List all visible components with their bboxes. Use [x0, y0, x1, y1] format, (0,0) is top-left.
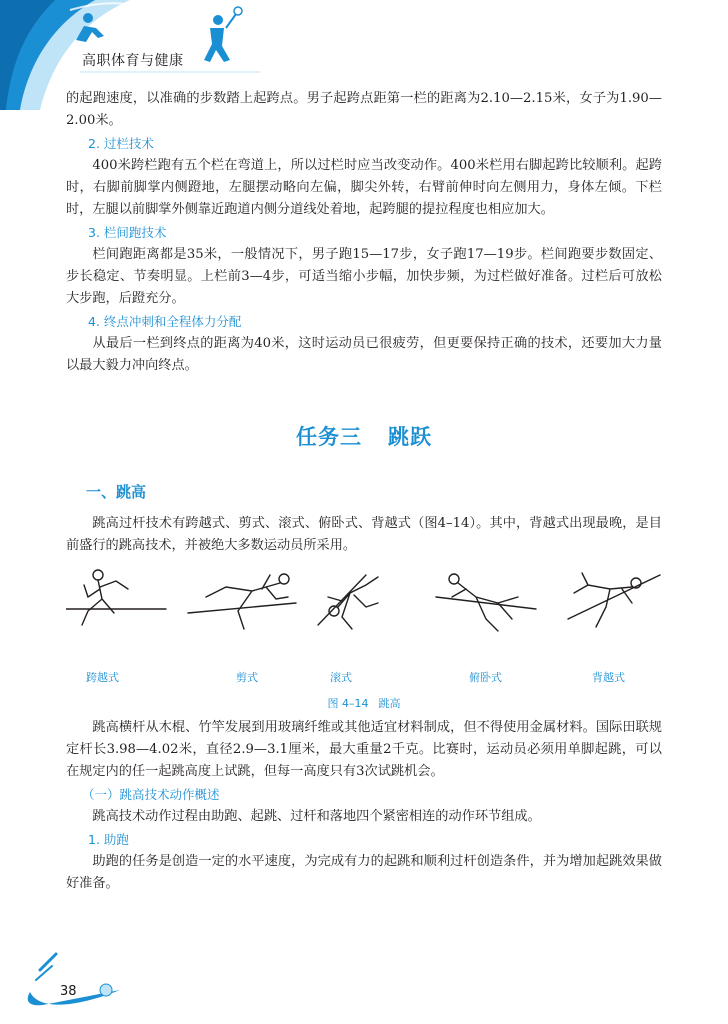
task-name: 跳跃	[388, 425, 432, 449]
figure-caption-text: 跳高	[378, 697, 401, 710]
page-footer	[0, 950, 160, 1024]
figure-label-scissors: 剪式	[236, 671, 258, 684]
subheading-approach-run: 1. 助跑	[88, 832, 129, 847]
figure-caption	[66, 695, 662, 711]
figure-label-straddle-over: 跨越式	[86, 671, 119, 684]
figure-label-roll: 滚式	[330, 671, 352, 684]
paragraph: 跳高过杆技术有跨越式、剪式、滚式、俯卧式、背越式（图4–14）。其中，背越式出现最晚，是目前盛行的跳高技术，并被绝大多数运动员所采用。	[66, 516, 662, 553]
paragraph: 栏间跑距离都是35米，一般情况下，男子跑15—17步，女子跑17—19步。栏间跑要步数固定、步长稳定、节奏明显。上栏前3—4步，可适当缩小步幅，加快步频，为过栏做好准备。过栏后可放松大步跑，后蹬充分。	[66, 247, 662, 306]
paragraph: 跳高技术动作过程由助跑、起跳、过杆和落地四个紧密相连的动作环节组成。	[92, 809, 541, 824]
subheading-finish-sprint: 4. 终点冲刺和全程体力分配	[88, 314, 242, 329]
section-title: 一、跳高	[86, 483, 147, 501]
task-label: 任务三	[296, 425, 362, 449]
figure-label-fosbury: 背越式	[592, 671, 625, 684]
subheading-hurdle-technique: 2. 过栏技术	[88, 136, 154, 151]
paragraph: 助跑的任务是创造一定的水平速度，为完成有力的起跳和顺利过杆创造条件，并为增加起跳效果做好准备。	[66, 854, 662, 891]
subsection-title: （一）跳高技术动作概述	[82, 787, 220, 802]
high-jump-illustrations	[66, 567, 662, 667]
subheading-between-hurdles: 3. 栏间跑技术	[88, 225, 167, 240]
paragraph: 400米跨栏跑有五个栏在弯道上，所以过栏时应当改变动作。400米栏用右脚起跨比较顺利。起跨时，右脚前脚掌内侧蹬地，左腿摆动略向左偏，脚尖外转，右臂前伸时向左侧用力，身体左倾。下栏时，左腿以前脚掌外侧靠近跑道内侧分道线处着地，起跨腿的提拉程度也相应加大。	[66, 158, 662, 217]
figure-number: 图 4–14	[327, 697, 369, 710]
page-content	[66, 88, 662, 895]
footer-decoration	[0, 950, 160, 1024]
figure-high-jump	[66, 567, 662, 717]
task-title	[66, 421, 662, 451]
badminton-player-icon	[204, 7, 242, 62]
figure-label-straddle: 俯卧式	[469, 671, 502, 684]
page-number: 38	[60, 984, 77, 999]
paragraph: 跳高横杆从木棍、竹竿发展到用玻璃纤维或其他适宜材料制成，但不得使用金属材料。国际田联规定杆长3.98—4.02米，直径2.9—3.1厘米，最大重量2千克。比赛时，运动员必须用单脚起跳，可以在规定内的任一起跳高度上试跳，但每一高度只有3次试跳机会。	[66, 720, 662, 779]
paragraph: 从最后一栏到终点的距离为40米，这时运动员已很疲劳，但更要保持正确的技术，还要加大力量以最大毅力冲向终点。	[66, 336, 662, 373]
paragraph: 的起跑速度，以准确的步数踏上起跨点。男子起跨点距第一栏的距离为2.10—2.15米，女子为1.90—2.00米。	[66, 91, 662, 128]
book-title: 高职体育与健康	[82, 53, 184, 69]
